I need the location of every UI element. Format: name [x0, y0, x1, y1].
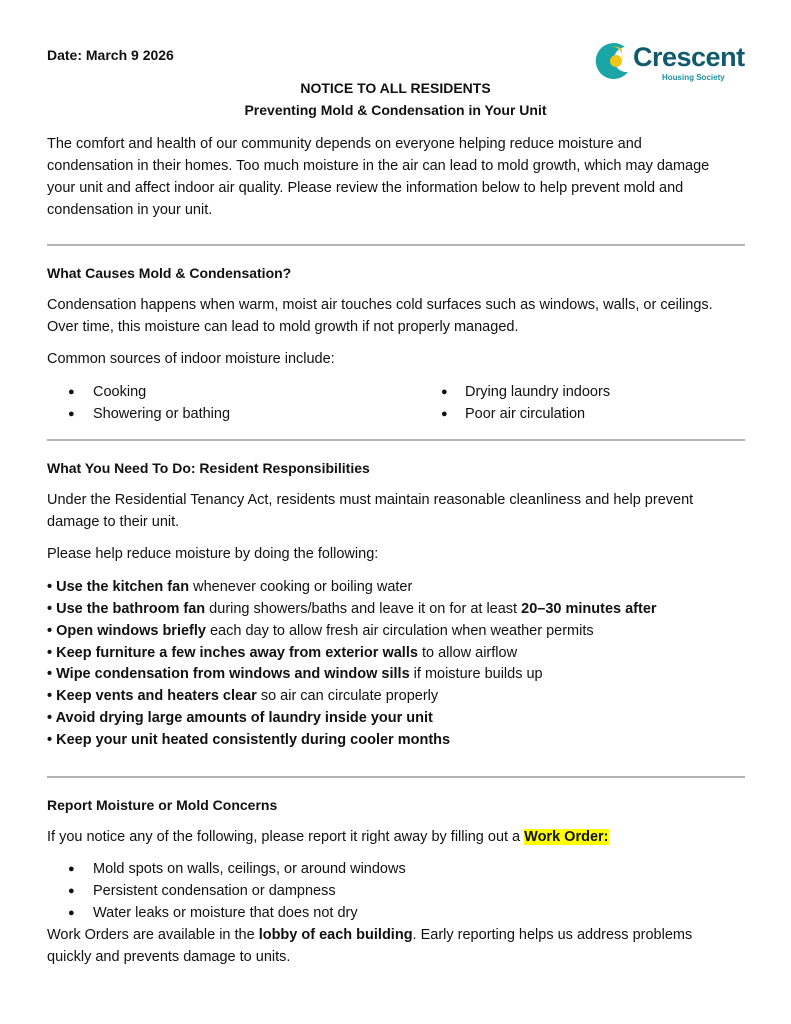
text-line: condensation in your unit. [47, 202, 213, 218]
action-detail: if moisture builds up [409, 666, 543, 682]
action-detail: so air can circulate properly [256, 688, 439, 704]
closing-emphasis: lobby of each building [258, 927, 413, 943]
action-emphasis: • Keep your unit heated consistently during cooler months [47, 732, 451, 748]
notice-title: NOTICE TO ALL RESIDENTS [300, 80, 491, 96]
section-divider [47, 439, 745, 441]
sources-intro: Common sources of indoor moisture include: [47, 351, 335, 367]
report-intro [47, 826, 609, 848]
action-item [47, 707, 433, 729]
list-item: Showering or bathing [93, 406, 231, 422]
notice-date: Date: March 9 2026 [47, 47, 174, 63]
logo-wordmark: Crescent [633, 42, 745, 72]
list-item: Cooking [93, 384, 147, 400]
responsibilities-paragraph [47, 489, 752, 533]
action-emphasis: • Use the bathroom fan [47, 601, 206, 617]
text-line: your unit and affect indoor air quality. Please review the information below to help prevent mold and [47, 180, 684, 196]
action-detail: during showers/baths and leave it on for at least [205, 601, 522, 617]
bullet-icon: ● [68, 907, 75, 919]
responsibilities-heading: What You Need To Do: Resident Responsibilities [47, 460, 370, 476]
action-item [47, 663, 543, 685]
action-item [47, 620, 594, 642]
text-line: damage to their unit. [47, 514, 180, 530]
action-item [47, 685, 438, 707]
list-item: Water leaks or moisture that does not dry [93, 905, 358, 921]
action-detail: whenever cooking or boiling water [189, 579, 413, 595]
report-closing [47, 924, 692, 946]
section-divider [47, 244, 745, 246]
bullet-icon: ● [441, 408, 448, 420]
intro-paragraph [47, 133, 752, 221]
action-item [47, 598, 657, 620]
action-emphasis: • Open windows briefly [47, 623, 206, 639]
crescent-moon-icon [592, 40, 632, 84]
report-closing-line-2: quickly and prevents damage to units. [47, 949, 291, 965]
text-line: The comfort and health of our community depends on everyone helping reduce moisture and [47, 136, 642, 152]
action-detail: to allow airflow [417, 645, 518, 661]
action-emphasis: • Wipe condensation from windows and window sills [47, 666, 410, 682]
bullet-icon: ● [68, 386, 75, 398]
logo-subtitle: Housing Society [662, 73, 725, 82]
list-item: Drying laundry indoors [465, 384, 611, 400]
text-line: Under the Residential Tenancy Act, residents must maintain reasonable cleanliness and help prevent [47, 492, 694, 508]
bullet-icon: ● [68, 885, 75, 897]
list-item: Persistent condensation or dampness [93, 883, 336, 899]
action-emphasis: • Keep furniture a few inches away from exterior walls [47, 645, 418, 661]
closing-text: . Early reporting helps us address problems [412, 927, 693, 943]
action-emphasis: • Avoid drying large amounts of laundry inside your unit [47, 710, 433, 726]
action-item [47, 729, 450, 751]
notice-subtitle: Preventing Mold & Condensation in Your Unit [244, 102, 547, 118]
action-emphasis: • Keep vents and heaters clear [47, 688, 257, 704]
action-detail: each day to allow fresh air circulation when weather permits [205, 623, 594, 639]
list-item: Mold spots on walls, ceilings, or around windows [93, 861, 406, 877]
action-emphasis: 20–30 minutes after [521, 601, 657, 617]
bullet-icon: ● [441, 386, 448, 398]
text-line: condensation in their homes. Too much moisture in the air can lead to mold growth, which may damage [47, 158, 710, 174]
bullet-icon: ● [68, 408, 75, 420]
action-emphasis: • Use the kitchen fan [47, 579, 190, 595]
list-item: Poor air circulation [465, 406, 586, 422]
work-order-highlight: Work Order: [524, 829, 609, 845]
closing-text: Work Orders are available in the [47, 927, 259, 943]
causes-heading: What Causes Mold & Condensation? [47, 265, 292, 281]
action-item [47, 642, 517, 664]
bullet-icon: ● [68, 863, 75, 875]
report-intro-text: If you notice any of the following, please report it right away by filling out a [47, 829, 525, 845]
actions-intro: Please help reduce moisture by doing the following: [47, 546, 379, 562]
section-divider [47, 776, 745, 778]
text-line: Condensation happens when warm, moist air touches cold surfaces such as windows, walls, or ceilings. [47, 297, 713, 313]
causes-paragraph [47, 294, 752, 338]
text-line: Over time, this moisture can lead to mold growth if not properly managed. [47, 319, 519, 335]
report-heading: Report Moisture or Mold Concerns [47, 797, 278, 813]
action-item [47, 576, 412, 598]
